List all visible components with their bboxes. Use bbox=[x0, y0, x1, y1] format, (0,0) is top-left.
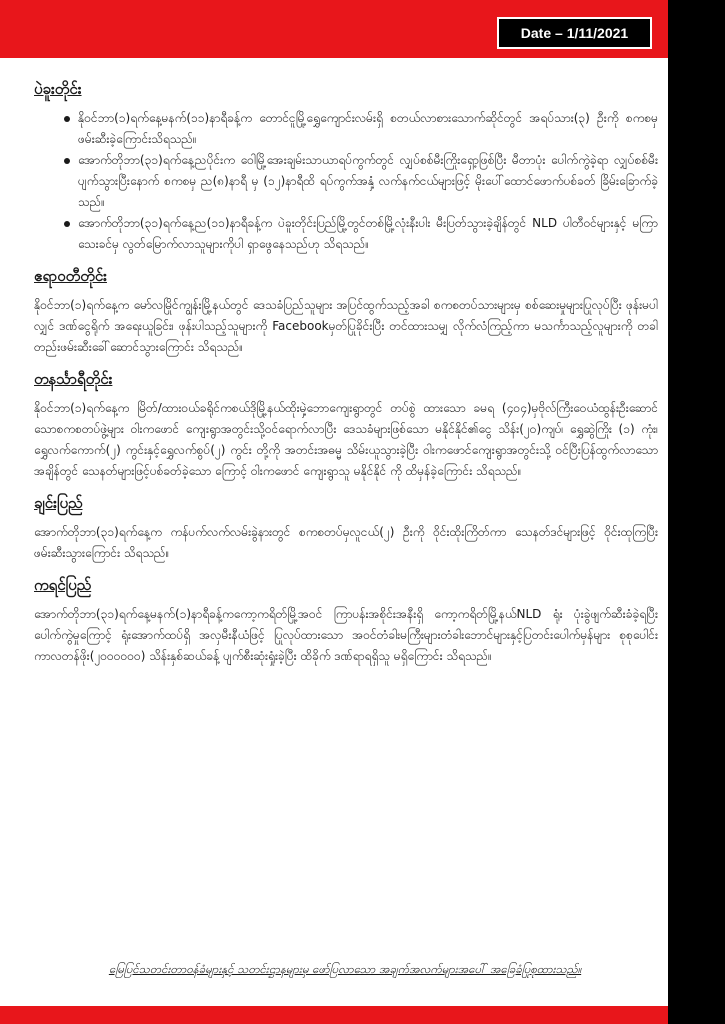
section-heading: တနင်္သာရီတိုင်း bbox=[34, 370, 113, 388]
date-badge: Date – 1/11/2021 bbox=[497, 17, 652, 49]
section-heading: ပဲခူးတိုင်း bbox=[34, 80, 82, 98]
bullet-text: နိုဝင်ဘာ(၁)ရက်နေ့မနက်(၁၁)နာရီခန့်က တောင်ငူမြို့ရွှေကျောင်းလမ်းရှိ စတယ်လာစားသောက်ဆိုင်တွင် အရပ်သား(၃) ဦးကို စကစမှ ဖမ်းဆီးခဲ့ကြောင်းသိရသည်။ bbox=[78, 111, 658, 146]
bullet-dot-icon bbox=[64, 116, 70, 122]
right-black-strip bbox=[668, 0, 725, 1024]
source-footnote: မြေပြင်သတင်းတာဝန်ခံများနှင့် သတင်းဌာနများမှ ဖော်ပြလာသော အချက်အလက်များအပေါ် အခြေခံပြုစုထားသည်။ bbox=[108, 962, 582, 976]
section-chin bbox=[34, 492, 658, 564]
bullet-item bbox=[58, 108, 658, 150]
bullet-text: အောက်တိုဘာ(၃၁)ရက်နေ့ည(၁၁)နာရီခန့်က ပဲခူးတိုင်းပြည်မြို့တွင်တစ်မြို့လုံးနီးပါး မီးပြတ်သွားခဲ့ချိန်တွင် NLD ပါတီဝင်များနှင့် မကြာသေးခင်မှ လွတ်မြောက်လာသူများကိုပါ ရှာဖွေနေသည်ဟု သိရသည်။ bbox=[78, 216, 658, 251]
bullet-item bbox=[58, 213, 658, 255]
section-heading: ကရင်ပြည် bbox=[34, 576, 92, 594]
section-kayin bbox=[34, 574, 658, 667]
section-heading: ချင်းပြည် bbox=[34, 494, 83, 512]
section-paragraph: အောက်တိုဘာ(၃၁)ရက်နေ့မနက်(၁)နာရီခန့်ကကော့ကရိတ်မြို့အဝင် ကြာပန်းအစိုင်းအနီးရှိ ကော့ကရိတ်မြို့နယ်NLD ရုံး ပုံးခွဲဖျက်ဆီးခံခဲ့ရပြီး ပေါက်ကွဲမှုကြောင့် ရုံးအောက်ထပ်ရှိ အလှမီးနီယံဖြင့် ပြုလုပ်ထားသော အဝင်တံခါးမကြီးများတံခါးဘောင်များနှင့်ပြတင်းပေါက်မှန်များ စုစုပေါင်း ကာလတန်ဖိုး(၂၀၀၀၀၀၀) သိန်းနှစ်ဆယ်ခန့် ပျက်စီးဆုံးရှုံးခဲ့ပြီး ထိခိုက် ဒဏ်ရာရရှိသူ မရှိကြောင်း သိရသည်။ bbox=[34, 607, 658, 663]
section-heading: ဧရာဝတီတိုင်း bbox=[34, 267, 107, 285]
bullet-dot-icon bbox=[64, 158, 70, 164]
bullet-text: အောက်တိုဘာ(၃၁)ရက်နေ့ညပိုင်းက ဝေါမြို့အေးချမ်းသာယာရပ်ကွက်တွင် လျှပ်စစ်မီးကြိုးရှော့ဖြစ်ပြီး မီတာပုံး ပေါက်ကွဲခဲ့ရာ လျှပ်စစ်မီးပျက်သွားပြီးနောက် စကစမှ ည(၈)နာရီ မှ (၁၂)နာရီထိ ရပ်ကွက်အနှံ့ လက်နက်ငယ်များဖြင့် မိုးပေါ်ထောင်ဖောက်ပစ်ခတ် ခြိမ်းခြောက်ခဲ့သည်။ bbox=[78, 153, 658, 209]
section-paragraph: နိုဝင်ဘာ(၁)ရက်နေ့က မြိတ်/ထားဝယ်ခရိုင်ကစယ်ဒိုမြို့နယ်ထိုးမှဲ့ဘောကျေးရွာတွင် တပ်စွဲ ထားသော ခမရ (၄၀၄)မှဗိုလ်ကြီးဝေယံထွန်းဦးဆောင်သောစကစတပ်ဖွဲ့များ ဝါးကဖောင် ကျေးရွာအတွင်းသို့ဝင်ရောက်လာပြီး ဒေသခံများဖြစ်သော မနိုင်နိုင်၏ငွေ သိန်း(၂၀)ကျပ်၊ ရွှေဆွဲကြိုး (၁) ကုံး၊ ရွှေလက်ကောက်(၂) ကွင်းနှင့်ရွှေလက်စွပ်(၂) ကွင်း တို့ကို အတင်းအဓမ္မ သိမ်းယူသွားခဲ့ပြီး ဝါးကဖောင်ကျေးရွာအတွင်းသို့ ဝင်ပြီးပြန်ထွက်လာသောအချိန်တွင် သေနတ်များဖြင့်ပစ်ခတ်ခဲ့သော ကြောင့် ဝါးကဖောင် ကျေးရွာသူ မနိုင်နိုင် ကို ထိမှန်ခဲ့ကြောင်း သိရသည်။ bbox=[34, 401, 658, 478]
bottom-red-banner bbox=[0, 1006, 668, 1024]
section-paragraph: အောက်တိုဘာ(၃၁)ရက်နေ့က ကန်ပက်လက်လမ်းခွဲနားတွင် စကစတပ်မှလူငယ်(၂) ဦးကို ဝိုင်းထိုးကြိတ်ကာ သေနတ်ဒင်များဖြင့် ဝိုင်းထုကြပြီး ဖမ်းဆီးသွားကြောင်း သိရသည်။ bbox=[34, 525, 658, 560]
report-body bbox=[34, 78, 658, 677]
section-bago bbox=[34, 78, 658, 255]
bullet-dot-icon bbox=[64, 221, 70, 227]
section-paragraph: နိုဝင်ဘာ(၁)ရက်နေ့က မော်လမြိုင်ကျွန်းမြို့နယ်တွင် ဒေသခံပြည်သူများ အပြင်ထွက်သည့်အခါ စကစတပ်သားများမှ စစ်ဆေးမှုများပြုလုပ်ပြီး ဖုန်းမပါလျှင် ဒဏ်ငွေရိုက် အရေးယူခြင်း၊ ဖုန်းပါသည့်သူများကို Facebookမှတ်ပြုခိုင်းပြီး တင်ထားသမျှ လိုက်လံကြည့်ကာ မသင်္ကာသည့်လူများကို တခါတည်းဖမ်းဆီးခေါ်ဆောင်သွားကြောင်း သိရသည်။ bbox=[34, 298, 658, 354]
section-ayeyarwady bbox=[34, 265, 658, 358]
bullet-list bbox=[58, 108, 658, 255]
bullet-item bbox=[58, 150, 658, 213]
section-tanintharyi bbox=[34, 368, 658, 482]
